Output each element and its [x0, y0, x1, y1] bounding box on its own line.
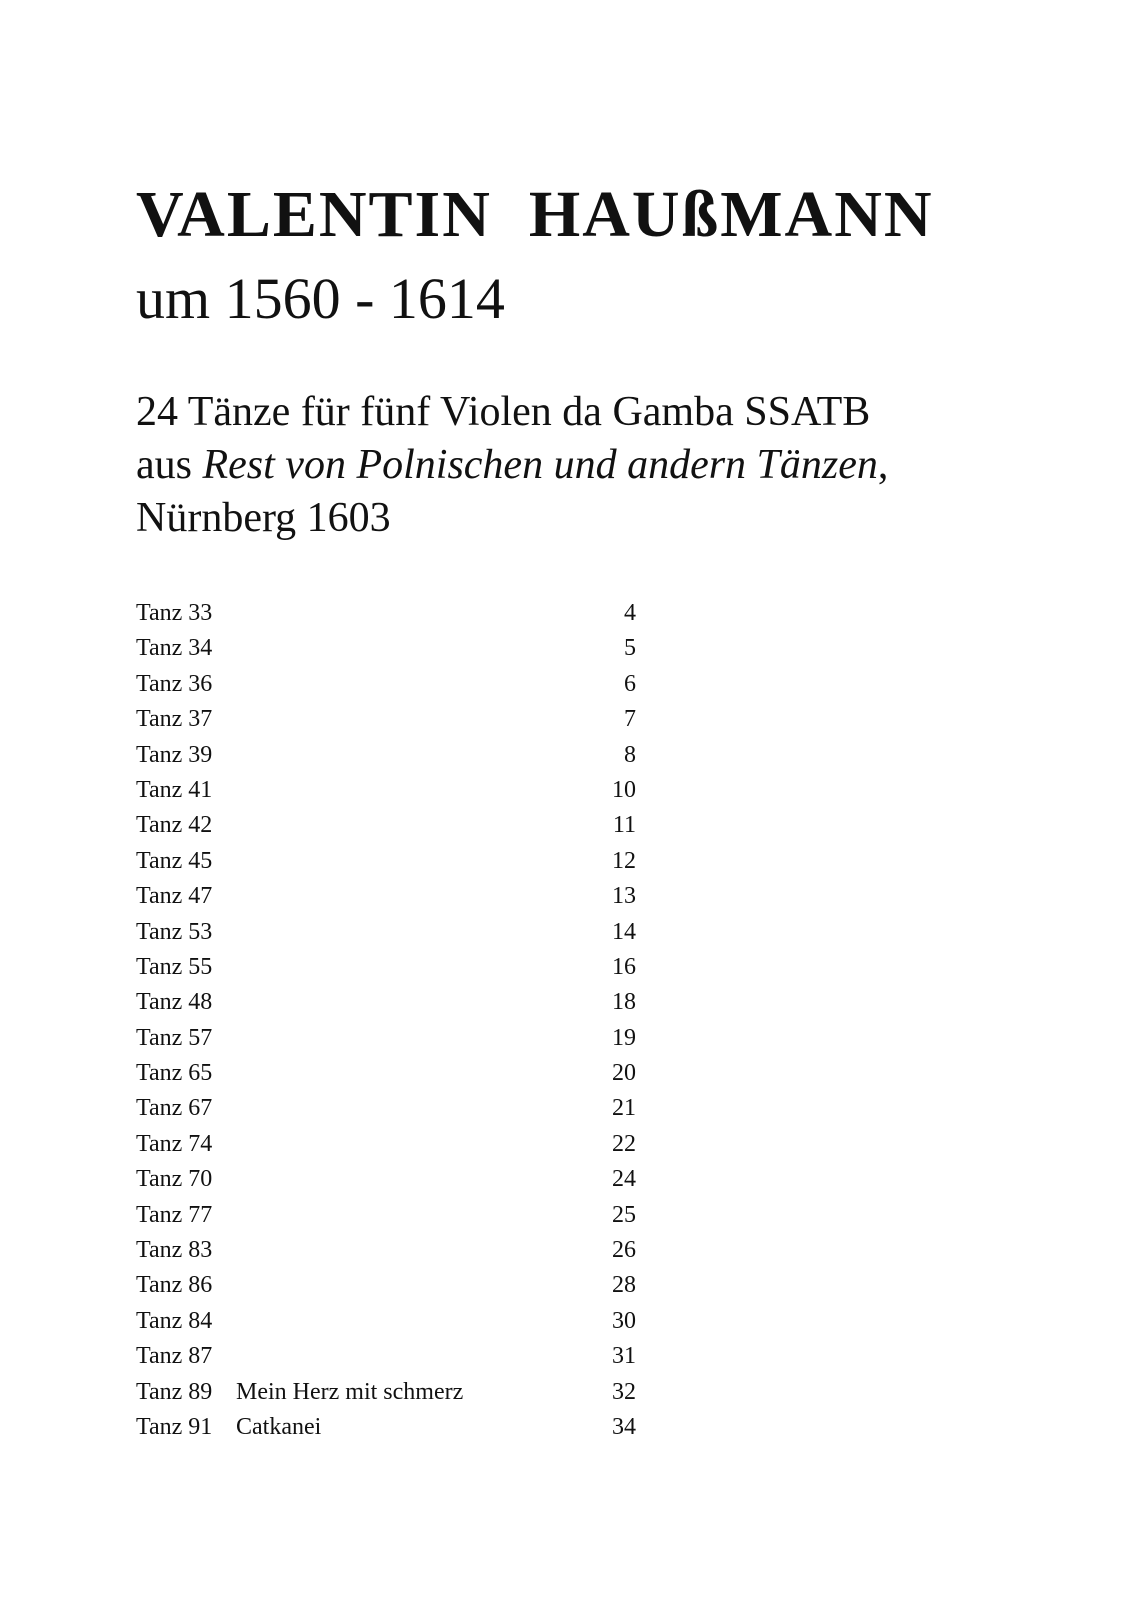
toc-entry-name: Tanz 34	[136, 635, 213, 662]
toc-row	[136, 738, 636, 773]
toc-entry-name: Tanz 48	[136, 989, 213, 1016]
toc-page-number: 18	[612, 989, 636, 1016]
toc-page-number: 32	[612, 1378, 636, 1405]
toc-entry-name: Tanz 45	[136, 847, 213, 874]
toc-page-number: 11	[612, 812, 636, 839]
toc-page-number: 30	[612, 1307, 636, 1334]
toc-entry-name: Tanz 55	[136, 953, 213, 980]
toc-page-number: 10	[612, 776, 636, 803]
toc-page-number: 34	[612, 1413, 636, 1440]
toc-entry-name: Tanz 36	[136, 670, 213, 697]
toc-row	[136, 844, 636, 879]
toc-row	[136, 773, 636, 808]
toc-page-number: 14	[612, 918, 636, 945]
toc-page-number: 20	[612, 1060, 636, 1087]
toc-page-number: 22	[612, 1130, 636, 1157]
subtitle-source-prefix: aus	[136, 442, 203, 488]
toc-row	[136, 1304, 636, 1339]
toc-entry-name: Tanz 86	[136, 1272, 213, 1299]
toc-page-number: 16	[612, 953, 636, 980]
toc-page-number: 6	[624, 670, 636, 697]
toc-row	[136, 808, 636, 843]
toc-page-number: 12	[612, 847, 636, 874]
toc-row	[136, 1056, 636, 1091]
subtitle-line-1: 24 Tänze für fünf Violen da Gamba SSATB	[136, 389, 871, 435]
toc-entry-name: Tanz 37	[136, 706, 213, 733]
toc-row	[136, 631, 636, 666]
toc-row	[136, 667, 636, 702]
toc-row	[136, 1127, 636, 1162]
toc-page-number: 8	[624, 741, 636, 768]
table-of-contents	[136, 596, 636, 1445]
toc-row	[136, 1375, 636, 1410]
toc-entry-name: Tanz 53	[136, 918, 213, 945]
toc-page-number: 5	[624, 635, 636, 662]
toc-row	[136, 950, 636, 985]
toc-row	[136, 596, 636, 631]
toc-page-number: 24	[612, 1166, 636, 1193]
toc-entry-name: Tanz 84	[136, 1307, 213, 1334]
toc-entry-name: Tanz 77	[136, 1201, 213, 1228]
toc-entry-name: Tanz 74	[136, 1130, 213, 1157]
toc-row	[136, 702, 636, 737]
toc-entry-title: Catkanei	[236, 1413, 322, 1440]
toc-entry-name: Tanz 65	[136, 1060, 213, 1087]
work-subtitle	[136, 386, 888, 545]
toc-row	[136, 1410, 636, 1445]
toc-row	[136, 1198, 636, 1233]
toc-row	[136, 915, 636, 950]
toc-page-number: 21	[612, 1095, 636, 1122]
toc-row	[136, 1091, 636, 1126]
toc-row	[136, 1233, 636, 1268]
toc-entry-name: Tanz 83	[136, 1237, 213, 1264]
toc-entry-name: Tanz 87	[136, 1343, 213, 1370]
toc-row	[136, 1268, 636, 1303]
subtitle-line-3: Nürnberg 1603	[136, 495, 391, 541]
toc-entry-name: Tanz 47	[136, 883, 213, 910]
toc-page-number: 19	[612, 1024, 636, 1051]
toc-entry-name: Tanz 33	[136, 600, 213, 626]
subtitle-source-title: Rest von Polnischen und andern Tänzen	[202, 442, 878, 488]
subtitle-source-suffix: ,	[877, 442, 889, 488]
toc-page-number: 13	[612, 883, 636, 910]
composer-name: VALENTIN HAUßMANN	[136, 178, 934, 251]
toc-page-number: 25	[612, 1201, 636, 1228]
composer-dates: um 1560 - 1614	[136, 266, 505, 331]
toc-entry-name: Tanz 39	[136, 741, 213, 768]
toc-row	[136, 985, 636, 1020]
toc-entry-name: Tanz 67	[136, 1095, 213, 1122]
toc-row	[136, 1162, 636, 1197]
toc-page-number: 31	[612, 1343, 636, 1370]
toc-row	[136, 1021, 636, 1056]
toc-entry-name: Tanz 41	[136, 776, 213, 803]
toc-entry-name: Tanz 89	[136, 1378, 213, 1405]
toc-row	[136, 879, 636, 914]
subtitle-line-2	[136, 439, 888, 492]
toc-entry-name: Tanz 57	[136, 1024, 213, 1051]
toc-entry-name: Tanz 70	[136, 1166, 213, 1193]
toc-page-number: 28	[612, 1272, 636, 1299]
toc-entry-name: Tanz 42	[136, 812, 213, 839]
toc-page-number: 26	[612, 1237, 636, 1264]
toc-page-number: 7	[624, 706, 636, 733]
toc-entry-name: Tanz 91	[136, 1413, 213, 1440]
toc-entry-title: Mein Herz mit schmerz	[236, 1378, 464, 1405]
toc-row	[136, 1339, 636, 1374]
toc-page-number: 4	[624, 600, 636, 626]
